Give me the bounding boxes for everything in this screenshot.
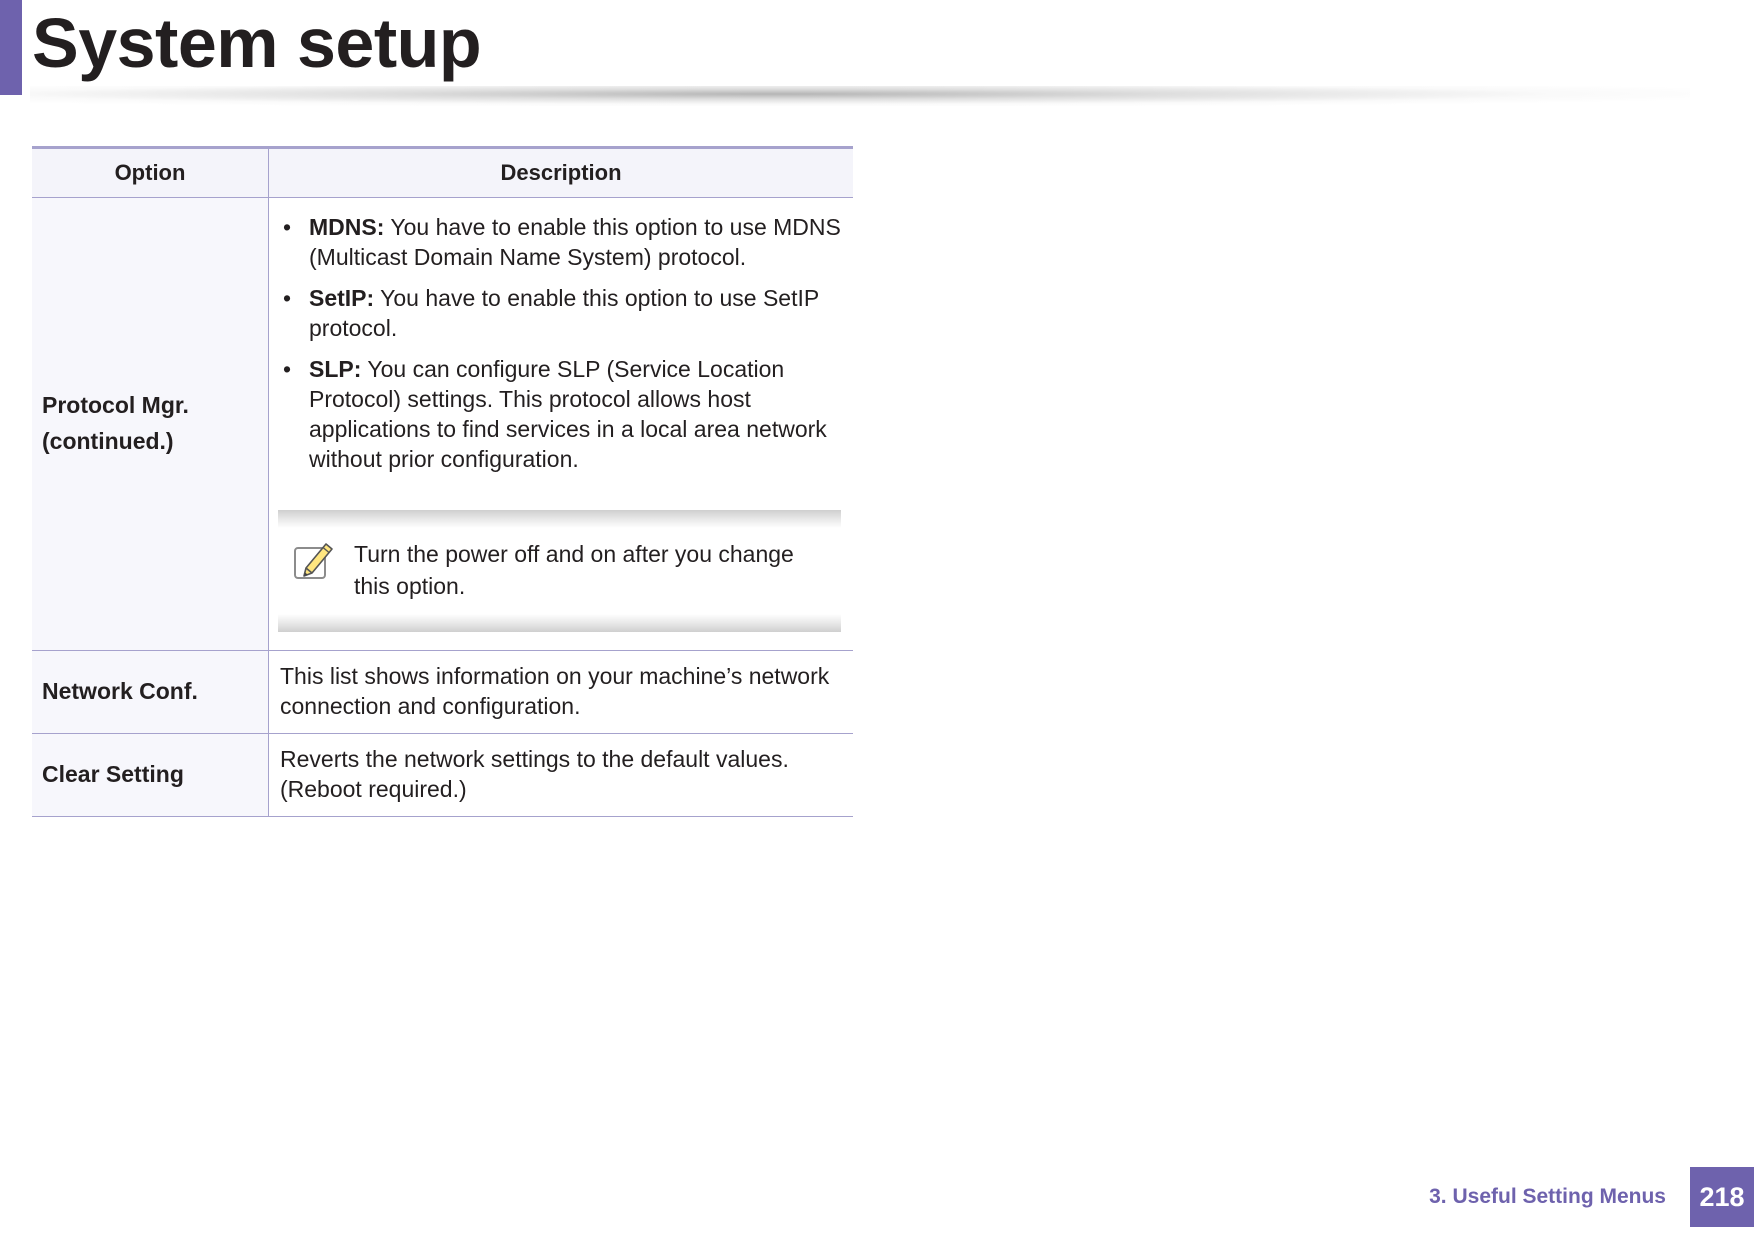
list-item-term: MDNS: xyxy=(309,214,385,240)
bullet: • xyxy=(283,285,292,311)
option-continued: (continued.) xyxy=(42,428,174,454)
list-item xyxy=(280,283,843,343)
table-row xyxy=(32,651,853,734)
page-number: 218 xyxy=(1690,1167,1754,1227)
option-name: Protocol Mgr. xyxy=(42,392,189,418)
table-row xyxy=(32,198,853,651)
footer-chapter-title: 3. Useful Setting Menus xyxy=(1429,1185,1666,1208)
description-cell: Reverts the network settings to the default values. (Reboot required.) xyxy=(269,734,854,817)
list-item xyxy=(280,354,843,474)
list-item-text: You have to enable this option to use SetIP protocol. xyxy=(309,285,819,341)
table-row xyxy=(32,734,853,817)
header-option: Option xyxy=(32,148,269,198)
list-item-term: SLP: xyxy=(309,356,362,382)
note-bottom-border xyxy=(278,614,841,632)
note-top-border xyxy=(278,510,841,528)
list-item-text: You have to enable this option to use MDNS (Multicast Domain Name System) protocol. xyxy=(309,214,841,270)
option-cell xyxy=(32,198,269,651)
note-body xyxy=(278,528,841,614)
option-cell: Network Conf. xyxy=(32,651,269,734)
page-footer xyxy=(1429,1167,1755,1227)
header-description: Description xyxy=(269,148,854,198)
description-cell xyxy=(269,198,854,651)
title-accent-bar xyxy=(0,0,22,95)
settings-table xyxy=(32,146,853,817)
protocol-list xyxy=(280,208,843,474)
bullet: • xyxy=(283,214,292,240)
list-item-term: SetIP: xyxy=(309,285,375,311)
list-item-text: You can configure SLP (Service Location Protocol) settings. This protocol allows host applications to find services in a local area network without prior configuration. xyxy=(309,356,827,472)
description-cell: This list shows information on your machine’s network connection and configuration. xyxy=(269,651,854,734)
bullet: • xyxy=(283,356,292,382)
table-header-row xyxy=(32,148,853,198)
page-title: System setup xyxy=(32,4,482,82)
title-divider xyxy=(30,86,1690,106)
note-box xyxy=(278,510,841,632)
option-cell: Clear Setting xyxy=(32,734,269,817)
list-item xyxy=(280,212,843,272)
note-text: Turn the power off and on after you change this option. xyxy=(354,541,794,599)
note-pencil-icon xyxy=(292,538,336,582)
